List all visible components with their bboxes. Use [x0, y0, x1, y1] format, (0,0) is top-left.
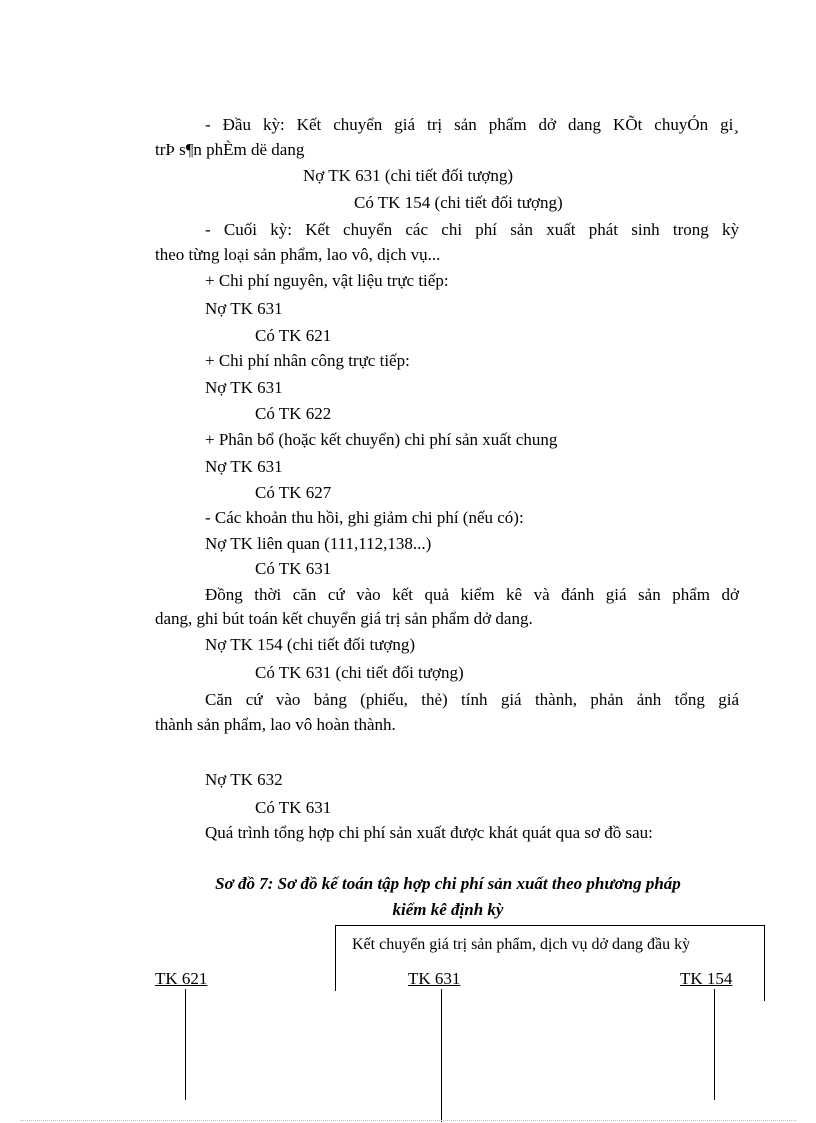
- tk-631-ledger-line: [441, 989, 442, 1122]
- diagram-top-line: [335, 925, 765, 926]
- diagram-intro: Quá trình tổng hợp chi phí sản xuất được khát quát qua sơ đồ sau:: [205, 823, 653, 842]
- entry-co-631-detail: Có TK 631 (chi tiết đối tượng): [255, 663, 464, 682]
- entry-no-lien-quan: Nợ TK liên quan (111,112,138...): [205, 534, 432, 553]
- entry-co-622: Có TK 622: [255, 404, 332, 423]
- page-bottom-edge: [20, 1120, 796, 1121]
- entry-co-631-b: Có TK 631: [255, 798, 332, 817]
- tk-621-ledger-line: [185, 989, 186, 1100]
- cuoi-ky-line-1: - Cuối kỳ: Kết chuyển các chi phí sản xuất phát sinh trong kỳ: [205, 220, 739, 239]
- entry-no-632: Nợ TK 632: [205, 770, 283, 789]
- diagram-right-bracket-line: [764, 925, 765, 1001]
- heading-nvl: + Chi phí nguyên, vật liệu trực tiếp:: [205, 271, 449, 290]
- can-cu-line-2: thành sản phẩm, lao vô hoàn thành.: [155, 715, 396, 734]
- dong-thoi-line-1: Đồng thời căn cứ vào kết quả kiểm kê và đánh giá sản phẩm dở: [205, 585, 739, 604]
- heading-thu-hoi: - Các khoản thu hồi, ghi giảm chi phí (nếu có):: [205, 508, 524, 527]
- heading-sxc: + Phân bổ (hoặc kết chuyển) chi phí sản xuất chung: [205, 430, 558, 449]
- account-tk-631: TK 631: [408, 969, 461, 988]
- diagram-title-line-2: kiểm kê định kỳ: [392, 900, 504, 919]
- account-tk-621: TK 621: [155, 969, 208, 988]
- entry-no-631-c: Nợ TK 631: [205, 457, 283, 476]
- entry-co-627: Có TK 627: [255, 483, 332, 502]
- entry-no-631-a: Nợ TK 631: [205, 299, 283, 318]
- diagram-left-bracket-line: [335, 925, 336, 991]
- flow-label-opening-wip: Kết chuyển giá trị sản phẩm, dịch vụ dở dang đầu kỳ: [352, 936, 691, 953]
- entry-co-631-a: Có TK 631: [255, 559, 332, 578]
- account-tk-154: TK 154: [680, 969, 733, 988]
- entry-no-631-detail: Nợ TK 631 (chi tiết đối tượng): [303, 166, 514, 185]
- diagram-title-line-1: Sơ đồ 7: Sơ đồ kế toán tập hợp chi phí sản xuất theo phương pháp: [215, 874, 681, 893]
- can-cu-line-1: Căn cứ vào bảng (phiếu, thẻ) tính giá thành, phản ảnh tổng giá: [205, 690, 739, 709]
- dong-thoi-line-2: dang, ghi bút toán kết chuyển giá trị sản phẩm dở dang.: [155, 609, 533, 628]
- entry-co-621: Có TK 621: [255, 326, 332, 345]
- entry-no-154-detail: Nợ TK 154 (chi tiết đối tượng): [205, 635, 416, 654]
- dau-ky-line-1: - Đầu kỳ: Kết chuyển giá trị sản phẩm dở dang KÕt chuyÓn gi¸: [205, 115, 739, 134]
- tk-154-ledger-line: [714, 989, 715, 1100]
- entry-co-154-detail: Có TK 154 (chi tiết đối tượng): [354, 193, 563, 212]
- heading-nhan-cong: + Chi phí nhân công trực tiếp:: [205, 351, 410, 370]
- cuoi-ky-line-2: theo từng loại sản phẩm, lao vô, dịch vụ...: [155, 245, 441, 264]
- dau-ky-line-2: trÞ s¶n phÈm dë dang: [155, 140, 305, 159]
- entry-no-631-b: Nợ TK 631: [205, 378, 283, 397]
